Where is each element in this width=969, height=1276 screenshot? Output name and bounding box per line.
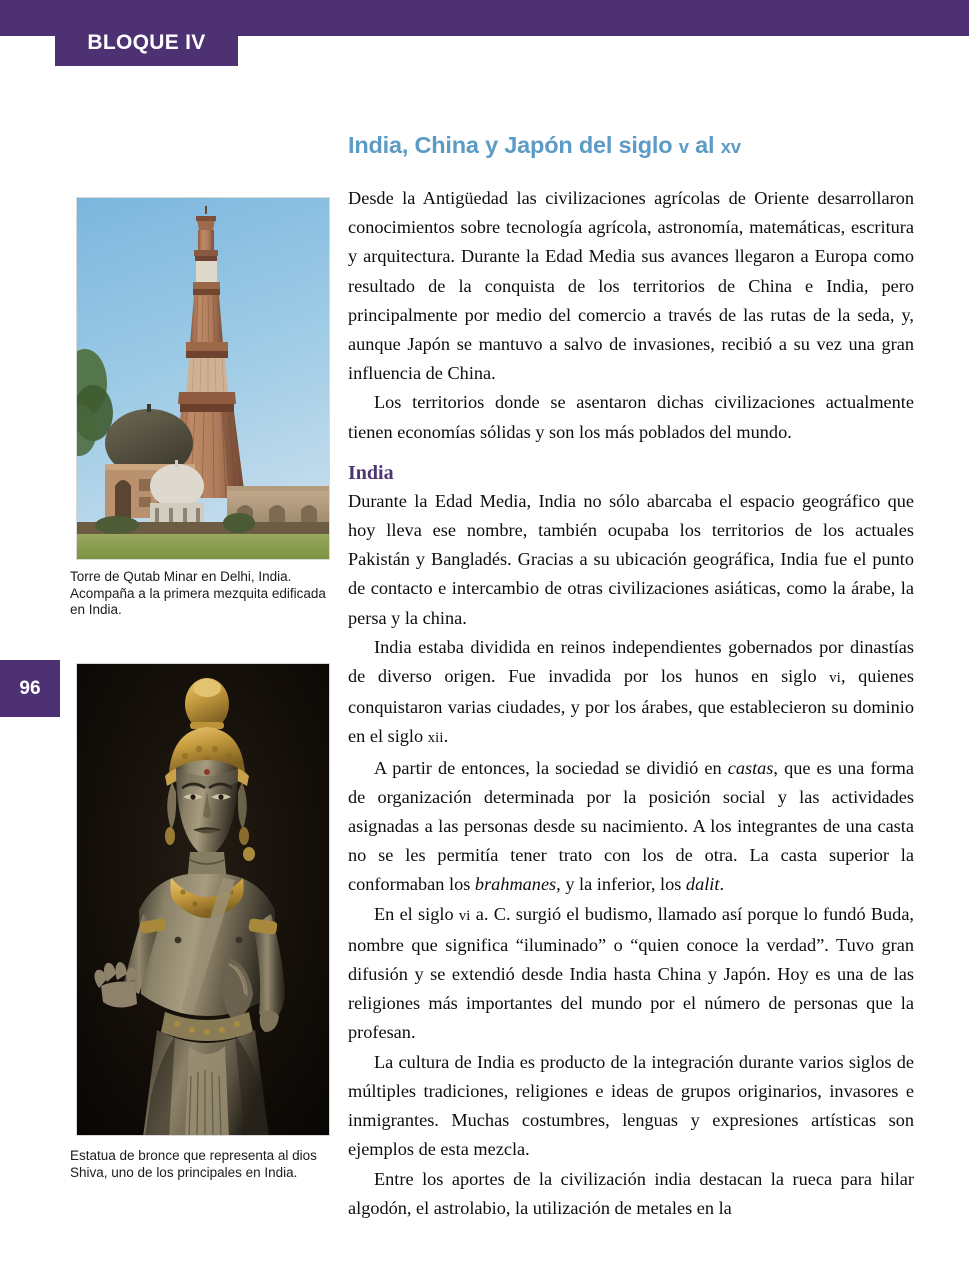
india-p2-part-b: , quienes conquistaron varias ciudades, y por los árabes, que establecieron su dominio en el siglo: [348, 666, 915, 747]
india-paragraph-1: Durante la Edad Media, India no sólo abarcaba el espacio geográfico que hoy lleva ese nombre, también ocupaba los territorios de los actuales Pakistán y Bangladés. Gracias a su ubicación geográfica, India fue el punto de contacto e intercambio de otras civilizaciones asiáticas, como la árabe, la persa y la china.: [348, 490, 914, 628]
term-brahmanes: brahmanes: [474, 874, 557, 895]
term-castas: castas: [727, 757, 774, 778]
page-title-main: India, China y Japón del siglo: [348, 132, 673, 158]
india-p4-part-a: En el siglo: [374, 903, 459, 924]
shiva-bronze-illustration: [77, 664, 330, 1136]
india-p2-part-c: .: [443, 726, 449, 747]
figure-qutab-minar: [76, 197, 330, 560]
india-paragraph-4: [348, 900, 914, 1048]
page-title-century-to: xv: [720, 136, 741, 157]
term-dalit: dalit: [685, 874, 720, 895]
india-paragraph-5: La cultura de India es producto de la integración durante varios siglos de múltiples tradiciones, religiones e ideas de grupos originarios, invasores e inmigrantes. Muchas costumbres, lenguas y expresiones artísticas son ejemplos de esta mezcla.: [348, 1051, 914, 1160]
page-title-joiner: al: [695, 132, 715, 158]
page-number: 96: [19, 677, 41, 699]
india-p3-part-a: A partir de entonces, la sociedad se dividió en: [374, 757, 728, 778]
india-p4-part-b: a. C. surgió el budismo, llamado así porque lo fundó Buda, nombre que significa “iluminado” o “quien conoce la verdad”. Tuvo gran difusión y se extendió desde India hasta China y Japón. Hoy es una de las religiones más importantes del mundo por el número de personas que la profesan.: [348, 903, 915, 1043]
page-title-century-from: v: [678, 136, 689, 157]
figure-caption: Estatua de bronce que representa al dios Shiva, uno de los principales en India.: [70, 1148, 317, 1180]
india-paragraph-2: [348, 633, 914, 754]
page-number-tab: [0, 660, 60, 717]
india-p3-part-d: .: [719, 874, 725, 895]
page-title: [348, 131, 914, 161]
qutab-minar-illustration: [77, 198, 330, 560]
india-paragraph-6: Entre los aportes de la civilización india destacan la rueca para hilar algodón, el astrolabio, la utilización de metales en la: [348, 1168, 914, 1218]
india-p2-part-a: India estaba dividida en reinos independientes gobernados por dinastías de diverso origen. Fue invadida por los hunos en siglo: [348, 636, 914, 687]
roman-numeral-six-bc: vi: [458, 907, 471, 924]
article-text-column: [348, 131, 914, 1223]
figure-caption: Torre de Qutab Minar en Delhi, India. Acompaña a la primera mezquita edificada en India.: [70, 569, 326, 617]
shiva-bronze-photo: [76, 663, 330, 1136]
india-p3-part-c: , y la inferior, los: [556, 874, 686, 895]
roman-numeral-six: vi: [829, 670, 841, 687]
intro-paragraph-1: Desde la Antigüedad las civilizaciones agrícolas de Oriente desarrollaron conocimientos sobre tecnología agrícola, astronomía, matemáticas, escritura y arquitectura. Durante la Edad Media sus avances llegaron a Europa como resultado de la conquista de los territorios de China e India, pero principalmente por medio del comercio a través de las rutas de la seda, y, aunque Japón se mantuvo a salvo de invasiones, recibió a su vez una gran influencia de China.: [348, 188, 914, 384]
qutab-minar-photo: [76, 197, 330, 560]
india-paragraph-3: [348, 754, 914, 900]
india-p3-part-b: , que es una forma de organización determinada por la posición social y las actividades asignadas a las personas desde su nacimiento. A los integrantes de una casta no se les permitía tener trato con los de otra. La casta superior la conformaban los: [348, 757, 914, 895]
block-label: BLOQUE IV: [87, 31, 206, 54]
figure-shiva-bronze: [76, 663, 330, 1136]
section-heading-india: India: [348, 461, 394, 484]
roman-numeral-twelve: xii: [427, 730, 444, 747]
intro-paragraph-2: Los territorios donde se asentaron dichas civilizaciones actualmente tienen economías sólidas y son los más poblados del mundo.: [348, 392, 914, 442]
